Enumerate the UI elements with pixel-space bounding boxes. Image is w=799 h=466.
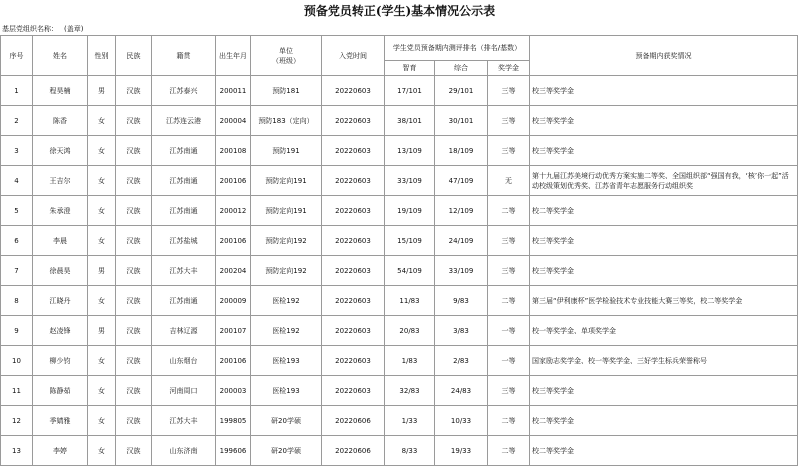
col-header-scholarship: 奖学金 <box>488 61 530 76</box>
cell-overall-rank: 3/83 <box>435 316 488 346</box>
table-row <box>1 286 798 316</box>
roster-table <box>0 35 798 466</box>
cell-seq: 4 <box>1 166 33 196</box>
cell-overall-rank: 9/83 <box>435 286 488 316</box>
cell-birth: 200012 <box>216 196 251 226</box>
cell-unit: 预防定向192 <box>251 256 322 286</box>
cell-gender: 男 <box>88 316 116 346</box>
col-header-ranking: 学生党员预备期内测评排名（排名/基数） <box>385 36 530 61</box>
cell-unit: 预防181 <box>251 76 322 106</box>
org-line <box>2 23 83 35</box>
cell-honors: 校三等奖学金 <box>530 256 798 286</box>
cell-scholarship: 二等 <box>488 286 530 316</box>
cell-seq: 8 <box>1 286 33 316</box>
cell-birth: 199606 <box>216 436 251 466</box>
table-row <box>1 376 798 406</box>
cell-ethnicity: 汉族 <box>116 106 152 136</box>
table-row <box>1 166 798 196</box>
cell-ethnicity: 汉族 <box>116 346 152 376</box>
cell-scholarship: 三等 <box>488 136 530 166</box>
cell-gender: 男 <box>88 256 116 286</box>
cell-honors: 校三等奖学金 <box>530 376 798 406</box>
cell-overall-rank: 47/109 <box>435 166 488 196</box>
cell-origin: 江苏盐城 <box>152 226 216 256</box>
cell-birth: 200107 <box>216 316 251 346</box>
org-label: 基层党组织名称： <box>2 25 58 33</box>
cell-gender: 女 <box>88 346 116 376</box>
cell-origin: 江苏南通 <box>152 166 216 196</box>
cell-birth: 200009 <box>216 286 251 316</box>
cell-honors: 第十九届江苏美境行动优秀方案实施二等奖、全国组织部“强国有我，‘核’你一起”活动校级策划优秀奖、江苏省青年志愿服务行动组织奖 <box>530 166 798 196</box>
cell-seq: 10 <box>1 346 33 376</box>
table-row <box>1 196 798 226</box>
cell-join-date: 20220606 <box>322 436 385 466</box>
cell-honors: 校一等奖学金、单项奖学金 <box>530 316 798 346</box>
cell-origin: 河南周口 <box>152 376 216 406</box>
cell-join-date: 20220603 <box>322 76 385 106</box>
cell-gender: 女 <box>88 106 116 136</box>
cell-overall-rank: 30/101 <box>435 106 488 136</box>
cell-name: 陈静茹 <box>33 376 88 406</box>
cell-join-date: 20220603 <box>322 316 385 346</box>
cell-overall-rank: 18/109 <box>435 136 488 166</box>
table-row <box>1 136 798 166</box>
cell-moral-rank: 15/109 <box>385 226 435 256</box>
cell-join-date: 20220603 <box>322 166 385 196</box>
cell-join-date: 20220603 <box>322 106 385 136</box>
table-row <box>1 256 798 286</box>
cell-name: 江晓丹 <box>33 286 88 316</box>
cell-birth: 200106 <box>216 166 251 196</box>
cell-moral-rank: 1/33 <box>385 406 435 436</box>
cell-origin: 山东济南 <box>152 436 216 466</box>
cell-join-date: 20220603 <box>322 196 385 226</box>
cell-seq: 9 <box>1 316 33 346</box>
cell-scholarship: 三等 <box>488 256 530 286</box>
table-row <box>1 316 798 346</box>
cell-seq: 12 <box>1 406 33 436</box>
cell-birth: 200003 <box>216 376 251 406</box>
cell-scholarship: 二等 <box>488 196 530 226</box>
cell-join-date: 20220603 <box>322 256 385 286</box>
col-header-seq: 序号 <box>1 36 33 76</box>
table-row <box>1 346 798 376</box>
col-header-join-date: 入党时间 <box>322 36 385 76</box>
cell-birth: 199805 <box>216 406 251 436</box>
cell-ethnicity: 汉族 <box>116 76 152 106</box>
cell-scholarship: 三等 <box>488 76 530 106</box>
cell-ethnicity: 汉族 <box>116 436 152 466</box>
table-row <box>1 436 798 466</box>
cell-gender: 女 <box>88 436 116 466</box>
cell-join-date: 20220603 <box>322 376 385 406</box>
cell-overall-rank: 12/109 <box>435 196 488 226</box>
cell-moral-rank: 1/83 <box>385 346 435 376</box>
org-value: (盖章) <box>64 25 84 33</box>
cell-honors: 校三等奖学金 <box>530 106 798 136</box>
cell-scholarship: 二等 <box>488 406 530 436</box>
cell-unit: 医检193 <box>251 346 322 376</box>
cell-unit: 预防183（定向） <box>251 106 322 136</box>
cell-moral-rank: 32/83 <box>385 376 435 406</box>
cell-name: 王吉尔 <box>33 166 88 196</box>
cell-ethnicity: 汉族 <box>116 376 152 406</box>
cell-name: 徐晨昊 <box>33 256 88 286</box>
cell-unit: 研20学硕 <box>251 406 322 436</box>
cell-join-date: 20220603 <box>322 226 385 256</box>
cell-moral-rank: 11/83 <box>385 286 435 316</box>
col-header-ethnicity: 民族 <box>116 36 152 76</box>
cell-scholarship: 一等 <box>488 346 530 376</box>
cell-ethnicity: 汉族 <box>116 316 152 346</box>
cell-seq: 3 <box>1 136 33 166</box>
cell-moral-rank: 13/109 <box>385 136 435 166</box>
cell-name: 赵凌锋 <box>33 316 88 346</box>
cell-unit: 预防191 <box>251 136 322 166</box>
cell-moral-rank: 20/83 <box>385 316 435 346</box>
cell-unit: 预防定向191 <box>251 196 322 226</box>
cell-unit: 研20学硕 <box>251 436 322 466</box>
cell-honors: 校二等奖学金 <box>530 406 798 436</box>
cell-origin: 江苏大丰 <box>152 406 216 436</box>
cell-birth: 200108 <box>216 136 251 166</box>
cell-ethnicity: 汉族 <box>116 256 152 286</box>
cell-join-date: 20220603 <box>322 136 385 166</box>
cell-honors: 校三等奖学金 <box>530 136 798 166</box>
cell-moral-rank: 38/101 <box>385 106 435 136</box>
cell-ethnicity: 汉族 <box>116 226 152 256</box>
cell-origin: 江苏南通 <box>152 136 216 166</box>
cell-ethnicity: 汉族 <box>116 166 152 196</box>
table-row <box>1 226 798 256</box>
cell-gender: 女 <box>88 376 116 406</box>
col-header-birth: 出生年月 <box>216 36 251 76</box>
cell-overall-rank: 19/33 <box>435 436 488 466</box>
cell-origin: 江苏连云港 <box>152 106 216 136</box>
cell-scholarship: 三等 <box>488 226 530 256</box>
cell-name: 季婧雅 <box>33 406 88 436</box>
cell-scholarship: 无 <box>488 166 530 196</box>
cell-honors: 校二等奖学金 <box>530 436 798 466</box>
cell-birth: 200004 <box>216 106 251 136</box>
cell-birth: 200011 <box>216 76 251 106</box>
cell-overall-rank: 24/83 <box>435 376 488 406</box>
cell-origin: 江苏南通 <box>152 286 216 316</box>
cell-unit: 医检192 <box>251 286 322 316</box>
cell-honors: 校二等奖学金 <box>530 196 798 226</box>
cell-seq: 5 <box>1 196 33 226</box>
cell-gender: 女 <box>88 196 116 226</box>
col-header-unit: 单位 （班级） <box>251 36 322 76</box>
cell-unit: 医检192 <box>251 316 322 346</box>
cell-name: 朱承澄 <box>33 196 88 226</box>
cell-seq: 2 <box>1 106 33 136</box>
cell-name: 李婷 <box>33 436 88 466</box>
cell-name: 李晨 <box>33 226 88 256</box>
cell-unit: 医检193 <box>251 376 322 406</box>
cell-origin: 江苏泰兴 <box>152 76 216 106</box>
cell-moral-rank: 17/101 <box>385 76 435 106</box>
cell-name: 柳少钧 <box>33 346 88 376</box>
cell-origin: 江苏大丰 <box>152 256 216 286</box>
cell-join-date: 20220603 <box>322 346 385 376</box>
cell-overall-rank: 24/109 <box>435 226 488 256</box>
cell-seq: 13 <box>1 436 33 466</box>
cell-gender: 女 <box>88 166 116 196</box>
col-header-origin: 籍贯 <box>152 36 216 76</box>
cell-join-date: 20220606 <box>322 406 385 436</box>
cell-origin: 山东烟台 <box>152 346 216 376</box>
cell-gender: 男 <box>88 76 116 106</box>
cell-seq: 7 <box>1 256 33 286</box>
table-row <box>1 406 798 436</box>
cell-honors: 校三等奖学金 <box>530 226 798 256</box>
cell-ethnicity: 汉族 <box>116 196 152 226</box>
cell-birth: 200106 <box>216 226 251 256</box>
cell-unit: 预防定向192 <box>251 226 322 256</box>
cell-moral-rank: 19/109 <box>385 196 435 226</box>
col-header-moral: 智育 <box>385 61 435 76</box>
cell-origin: 吉林辽源 <box>152 316 216 346</box>
cell-scholarship: 三等 <box>488 376 530 406</box>
cell-overall-rank: 2/83 <box>435 346 488 376</box>
cell-moral-rank: 54/109 <box>385 256 435 286</box>
cell-gender: 女 <box>88 286 116 316</box>
cell-overall-rank: 33/109 <box>435 256 488 286</box>
cell-join-date: 20220603 <box>322 286 385 316</box>
cell-moral-rank: 8/33 <box>385 436 435 466</box>
cell-overall-rank: 10/33 <box>435 406 488 436</box>
cell-ethnicity: 汉族 <box>116 286 152 316</box>
cell-unit: 预防定向191 <box>251 166 322 196</box>
cell-honors: 校三等奖学金 <box>530 76 798 106</box>
cell-name: 徐天鸿 <box>33 136 88 166</box>
table-row <box>1 106 798 136</box>
cell-name: 程昊楠 <box>33 76 88 106</box>
cell-scholarship: 二等 <box>488 436 530 466</box>
cell-ethnicity: 汉族 <box>116 406 152 436</box>
cell-name: 陈香 <box>33 106 88 136</box>
cell-scholarship: 三等 <box>488 106 530 136</box>
cell-ethnicity: 汉族 <box>116 136 152 166</box>
cell-honors: 国家励志奖学金、校一等奖学金、三好学生标兵荣誉称号 <box>530 346 798 376</box>
cell-honors: 第三届“伊利康杯”医学检验技术专业技能大赛三等奖，校二等奖学金 <box>530 286 798 316</box>
cell-scholarship: 一等 <box>488 316 530 346</box>
cell-gender: 女 <box>88 406 116 436</box>
cell-gender: 女 <box>88 136 116 166</box>
cell-origin: 江苏南通 <box>152 196 216 226</box>
cell-overall-rank: 29/101 <box>435 76 488 106</box>
cell-seq: 1 <box>1 76 33 106</box>
header-row <box>1 36 798 61</box>
cell-birth: 200204 <box>216 256 251 286</box>
col-header-overall: 综合 <box>435 61 488 76</box>
cell-gender: 女 <box>88 226 116 256</box>
page-title: 预备党员转正(学生)基本情况公示表 <box>303 4 496 18</box>
col-header-gender: 性别 <box>88 36 116 76</box>
cell-seq: 11 <box>1 376 33 406</box>
cell-birth: 200106 <box>216 346 251 376</box>
col-header-name: 姓名 <box>33 36 88 76</box>
table-row <box>1 76 798 106</box>
cell-moral-rank: 33/109 <box>385 166 435 196</box>
col-header-honors: 预备期内获奖情况 <box>530 36 798 76</box>
cell-seq: 6 <box>1 226 33 256</box>
